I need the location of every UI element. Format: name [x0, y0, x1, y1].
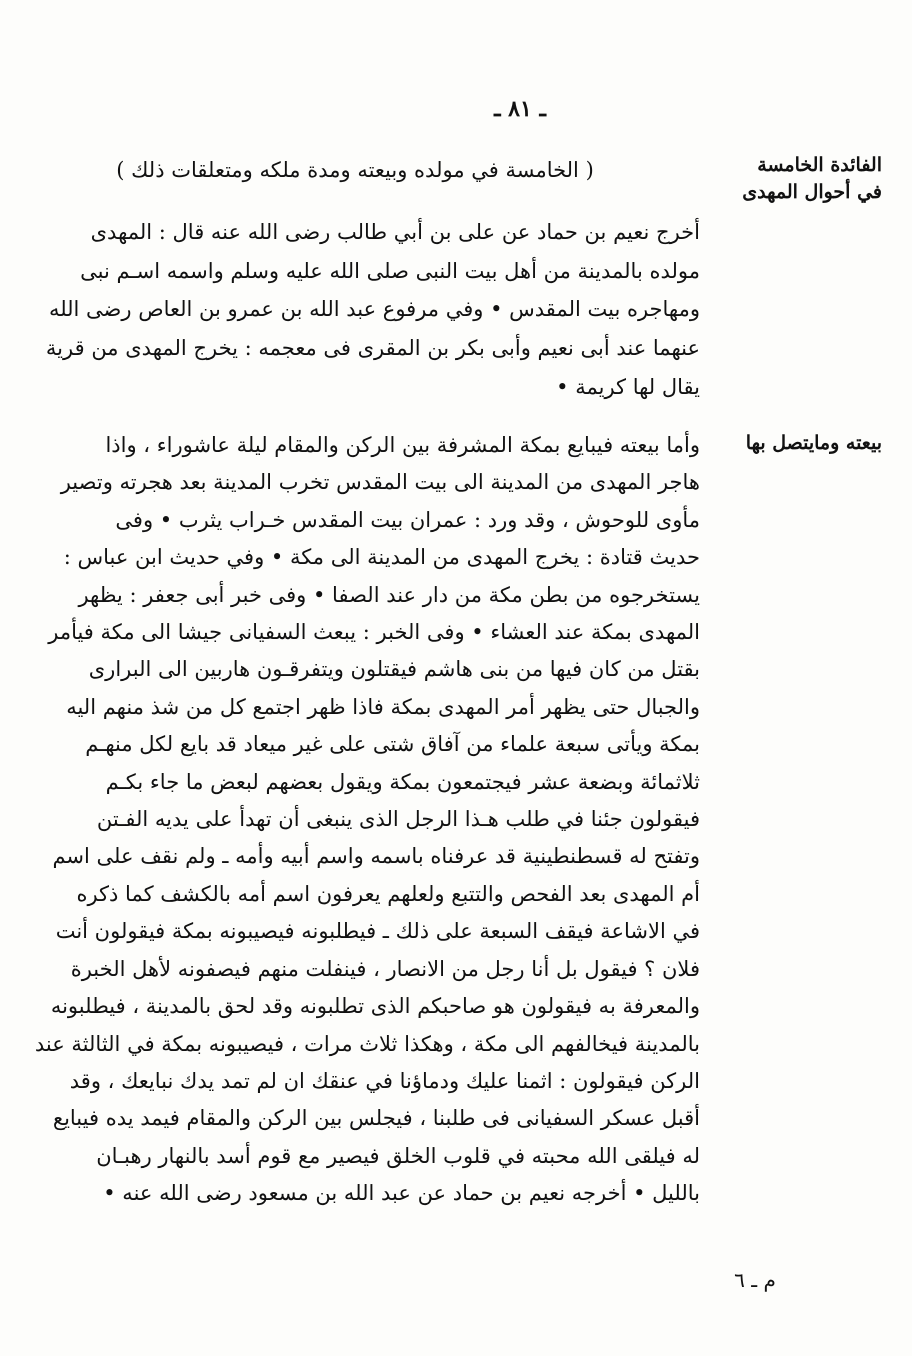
- signature-mark: م ـ ٦: [734, 1268, 776, 1292]
- paragraph-allegiance: [10, 427, 700, 1213]
- text-line: حديث قتادة : يخرج المهدى من المدينة الى مكة • وفي حديث ابن عباس :: [63, 545, 700, 570]
- text-line: والجبال حتى يظهر أمر المهدى بمكة فاذا ظهر اجتمع كل من شذ منهم اليه: [66, 694, 700, 719]
- paragraph-birth: [10, 213, 700, 407]
- text-line: له فيلقى الله محبته في قلوب الخلق فيصير مع قوم أسد بالنهار رهبـان: [96, 1143, 700, 1168]
- text-line: ومهاجره بيت المقدس • وفي مرفوع عبد الله بن عمرو بن العاص رضى الله: [48, 297, 700, 322]
- text-line: بالليل • أخرجه نعيم بن حماد عن عبد الله بن مسعود رضى الله عنه •: [103, 1181, 700, 1206]
- text-line: بمكة ويأتى سبعة علماء من آفاق شتى على غير ميعاد قد بايع لكل منهـم: [85, 732, 700, 757]
- text-line: أم المهدى بعد الفحص والتتبع ولعلهم يعرفون اسم أمه بالكشف كما ذكره: [76, 881, 700, 906]
- text-line: في الاشاعة فيقف السبعة على ذلك ـ فيطلبونه فيصيبونه بمكة فيقولون أنت: [55, 919, 700, 944]
- text-line: والمعرفة به فيقولون هو صاحبكم الذى تطلبونه وقد لحق بالمدينة ، فيطلبونه: [50, 994, 700, 1019]
- text-line: عنهما عند أبى نعيم وأبى بكر بن المقرى فى معجمه : يخرج المهدى من قرية: [45, 336, 700, 361]
- text-line: هاجر المهدى من المدينة الى بيت المقدس تخرب المدينة بعد هجرته وتصير: [60, 470, 700, 495]
- text-line: بالمدينة فيخالفهم الى مكة ، وهكذا ثلاث مرات ، فيصيبونه بمكة في الثالثة عند: [34, 1031, 700, 1056]
- text-line: أخرج نعيم بن حماد عن على بن أبي طالب رضى الله عنه قال : المهدى: [90, 220, 700, 244]
- page-number: ـ ٨١ ـ: [494, 96, 546, 122]
- margin-note-allegiance: بيعته ومايتصل بها: [745, 432, 882, 454]
- text-line: ثلاثمائة وبضعة عشر فيجتمعون بمكة ويقول بعضهم لبعض ما جاء بكـم: [105, 769, 700, 794]
- margin-note-fifth-benefit: الفائدة الخامسة في أحوال المهدى: [742, 154, 882, 203]
- text-line: وتفتح له قسطنطينية قد عرفناه باسمه واسم أبيه وأمه ـ ولم نقف على اسم: [52, 844, 700, 869]
- text-line: بقتل من كان فيها من بنى هاشم فيقتلون ويتفرقـون هاربين الى البرارى: [88, 657, 700, 682]
- text-line: المهدى بمكة عند العشاء • وفى الخبر : يبعث السفيانى جيشا الى مكة فيأمر: [48, 620, 700, 645]
- text-line: وأما بيعته فيبايع بمكة المشرفة بين الركن والمقام ليلة عاشوراء ، واذا: [105, 433, 700, 457]
- text-line: يستخرجوه من بطن مكة من دار عند الصفا • وفى خبر أبى جعفر : يظهر: [78, 582, 700, 607]
- text-line: فلان ؟ فيقول بل أنا رجل من الانصار ، فينفلت منهم فيصفونه لأهل الخبرة: [70, 956, 700, 981]
- text-line: مأوى للوحوش ، وقد ورد : عمران بيت المقدس خـراب يثرب • وفى: [115, 507, 700, 532]
- text-line: فيقولون جئنا في طلب هـذا الرجل الذى ينبغى أن تهدأ على يديه الفـتن: [96, 807, 700, 832]
- text-line: يقال لها كريمة •: [556, 374, 700, 399]
- section-heading: ( الخامسة في مولده وبيعته ومدة ملكه ومتعلقات ذلك ): [116, 158, 594, 182]
- text-line: مولده بالمدينة من أهل بيت النبى صلى الله عليه وسلم واسمه اسـم نبى: [80, 258, 700, 283]
- text-line: أقبل عسكر السفيانى فى طلبنا ، فيجلس بين الركن والمقام فيمد يده فيبايع: [52, 1106, 700, 1131]
- text-line: الركن فيقولون : اثمنا عليك ودماؤنا في عنقك ان لم تمد يدك نبايعك ، وقد: [69, 1068, 700, 1093]
